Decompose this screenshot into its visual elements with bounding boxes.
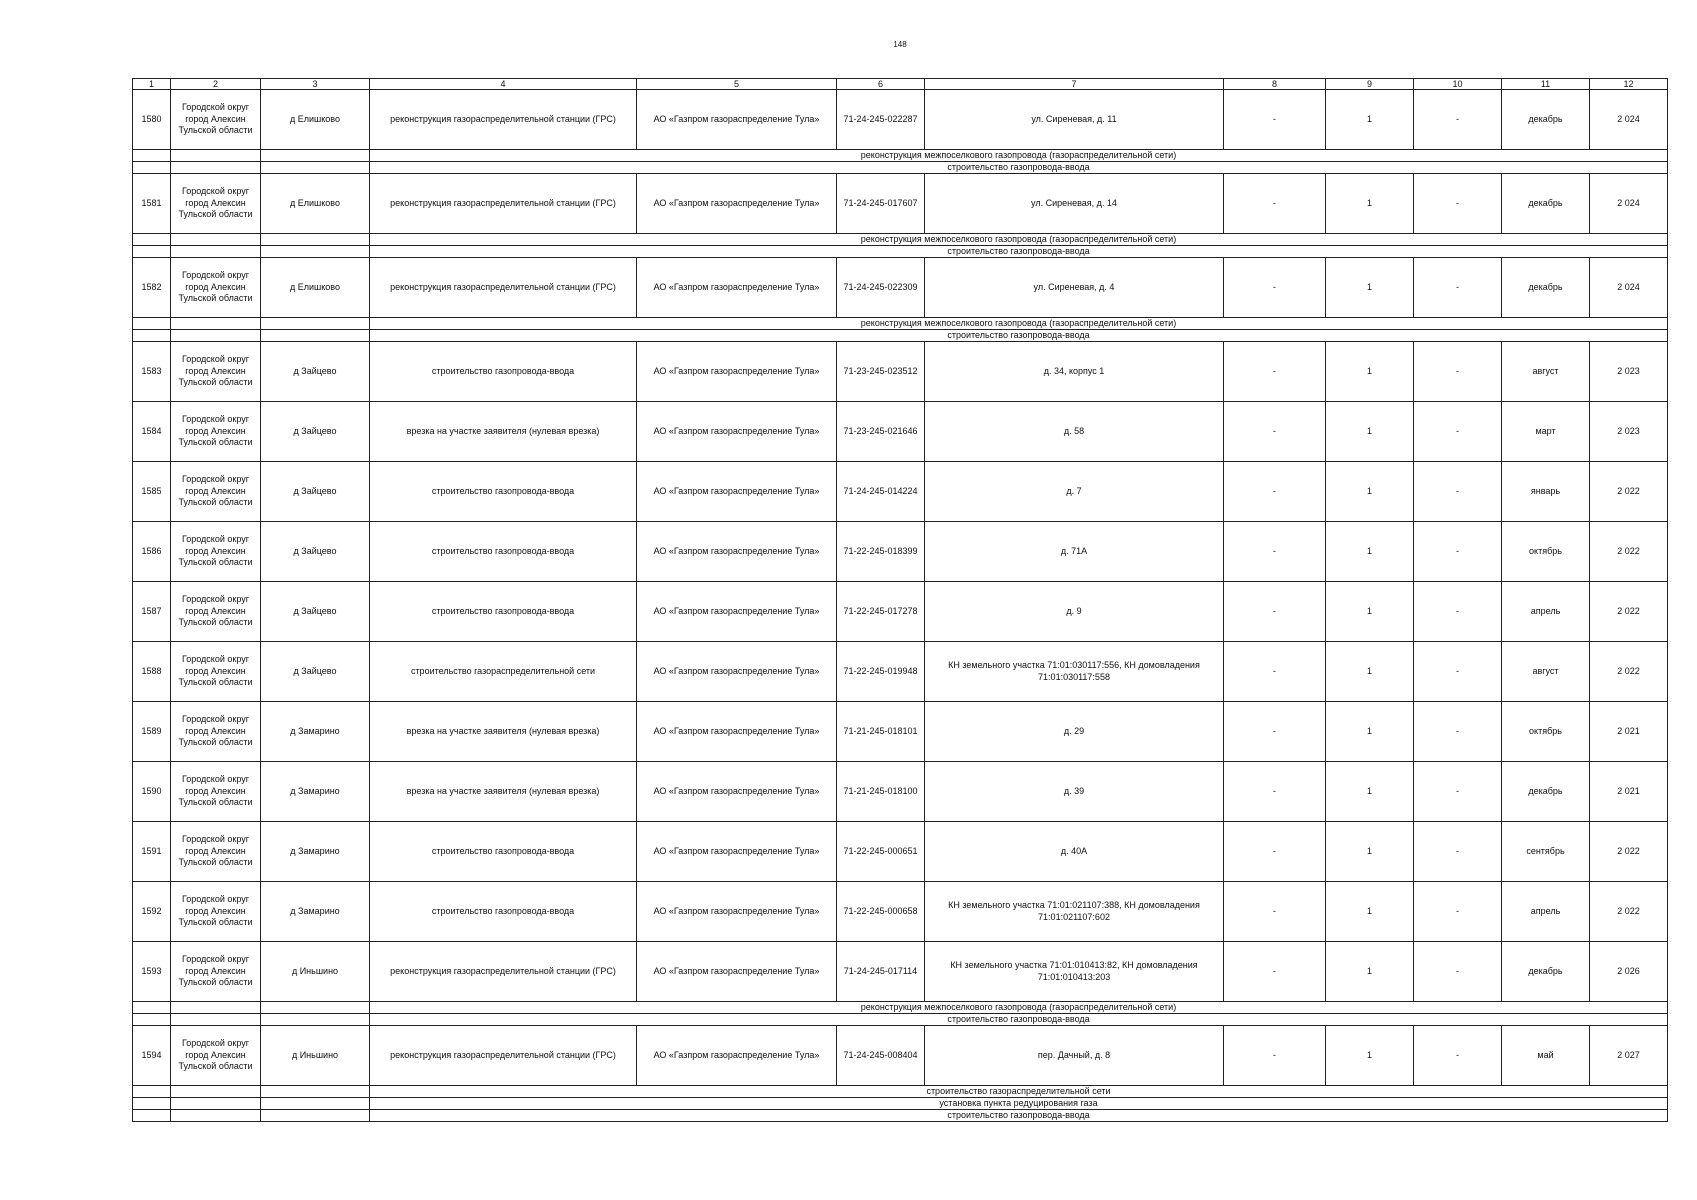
district-cell: Городской округ город Алексин Тульской области [171,402,261,462]
row-number: 1588 [133,642,171,702]
empty-cell [171,246,261,258]
sub-work-row [133,1086,1668,1098]
district-cell: Городской округ город Алексин Тульской области [171,90,261,150]
month-cell: октябрь [1502,702,1590,762]
column-number-9: 9 [1326,79,1414,90]
organization-cell: АО «Газпром газораспределение Тула» [637,642,837,702]
row-number: 1591 [133,822,171,882]
year-cell: 2 026 [1590,942,1668,1002]
work-type-cell: строительство газопровода-ввода [370,822,637,882]
month-cell: декабрь [1502,258,1590,318]
table-row [133,462,1668,522]
address-cell: д. 40А [925,822,1224,882]
sub-work-row [133,1002,1668,1014]
table-row [133,90,1668,150]
organization-cell: АО «Газпром газораспределение Тула» [637,462,837,522]
application-code-cell: 71-23-245-021646 [837,402,925,462]
address-cell: ул. Сиреневая, д. 4 [925,258,1224,318]
empty-cell [133,246,171,258]
col9-cell: 1 [1326,174,1414,234]
col8-cell: - [1224,1026,1326,1086]
col9-cell: 1 [1326,882,1414,942]
settlement-cell: д Замарино [261,702,370,762]
column-number-1: 1 [133,79,171,90]
col9-cell: 1 [1326,942,1414,1002]
empty-cell [261,246,370,258]
col8-cell: - [1224,582,1326,642]
table-row [133,402,1668,462]
settlement-cell: д Зайцево [261,462,370,522]
organization-cell: АО «Газпром газораспределение Тула» [637,342,837,402]
empty-cell [261,1098,370,1110]
col9-cell: 1 [1326,822,1414,882]
settlement-cell: д Замарино [261,882,370,942]
organization-cell: АО «Газпром газораспределение Тула» [637,1026,837,1086]
empty-cell [133,1098,171,1110]
empty-cell [261,234,370,246]
year-cell: 2 022 [1590,822,1668,882]
col8-cell: - [1224,258,1326,318]
organization-cell: АО «Газпром газораспределение Тула» [637,90,837,150]
address-cell: КН земельного участка 71:01:021107:388, КН домовладения 71:01:021107:602 [925,882,1224,942]
table-row [133,702,1668,762]
col10-cell: - [1414,642,1502,702]
work-type-cell: строительство газопровода-ввода [370,582,637,642]
district-cell: Городской округ город Алексин Тульской области [171,1026,261,1086]
work-type-cell: реконструкция газораспределительной станции (ГРС) [370,258,637,318]
application-code-cell: 71-24-245-017114 [837,942,925,1002]
row-number: 1586 [133,522,171,582]
column-number-3: 3 [261,79,370,90]
row-number: 1590 [133,762,171,822]
address-cell: д. 7 [925,462,1224,522]
col9-cell: 1 [1326,342,1414,402]
empty-cell [133,234,171,246]
settlement-cell: д Елишково [261,174,370,234]
month-cell: август [1502,342,1590,402]
row-number: 1583 [133,342,171,402]
table-row [133,642,1668,702]
sub-work-row [133,330,1668,342]
application-code-cell: 71-24-245-022309 [837,258,925,318]
organization-cell: АО «Газпром газораспределение Тула» [637,882,837,942]
district-cell: Городской округ город Алексин Тульской области [171,582,261,642]
column-number-8: 8 [1224,79,1326,90]
address-cell: КН земельного участка 71:01:010413:82, КН домовладения 71:01:010413:203 [925,942,1224,1002]
sub-work-label: реконструкция межпоселкового газопровода (газораспределительной сети) [370,234,1668,246]
year-cell: 2 024 [1590,258,1668,318]
column-number-7: 7 [925,79,1224,90]
sub-work-label: строительство газопровода-ввода [370,162,1668,174]
address-cell: КН земельного участка 71:01:030117:556, КН домовладения 71:01:030117:558 [925,642,1224,702]
month-cell: апрель [1502,882,1590,942]
application-code-cell: 71-22-245-018399 [837,522,925,582]
col10-cell: - [1414,174,1502,234]
work-type-cell: реконструкция газораспределительной станции (ГРС) [370,174,637,234]
col10-cell: - [1414,702,1502,762]
year-cell: 2 024 [1590,90,1668,150]
row-number: 1584 [133,402,171,462]
organization-cell: АО «Газпром газораспределение Тула» [637,258,837,318]
column-number-10: 10 [1414,79,1502,90]
empty-cell [133,1002,171,1014]
application-code-cell: 71-22-245-019948 [837,642,925,702]
sub-work-label: строительство газопровода-ввода [370,1014,1668,1026]
col10-cell: - [1414,462,1502,522]
address-cell: д. 39 [925,762,1224,822]
col8-cell: - [1224,522,1326,582]
address-cell: пер. Дачный, д. 8 [925,1026,1224,1086]
work-type-cell: строительство газораспределительной сети [370,642,637,702]
organization-cell: АО «Газпром газораспределение Тула» [637,582,837,642]
sub-work-label: реконструкция межпоселкового газопровода (газораспределительной сети) [370,318,1668,330]
month-cell: декабрь [1502,942,1590,1002]
work-type-cell: врезка на участке заявителя (нулевая врезка) [370,402,637,462]
application-code-cell: 71-24-245-017607 [837,174,925,234]
settlement-cell: д Зайцево [261,342,370,402]
table-row [133,762,1668,822]
col9-cell: 1 [1326,462,1414,522]
work-type-cell: строительство газопровода-ввода [370,522,637,582]
col9-cell: 1 [1326,702,1414,762]
year-cell: 2 022 [1590,522,1668,582]
work-type-cell: строительство газопровода-ввода [370,882,637,942]
col9-cell: 1 [1326,522,1414,582]
col8-cell: - [1224,462,1326,522]
empty-cell [261,330,370,342]
district-cell: Городской округ город Алексин Тульской области [171,822,261,882]
col8-cell: - [1224,90,1326,150]
application-code-cell: 71-24-245-008404 [837,1026,925,1086]
empty-cell [261,1002,370,1014]
organization-cell: АО «Газпром газораспределение Тула» [637,174,837,234]
month-cell: декабрь [1502,762,1590,822]
col9-cell: 1 [1326,258,1414,318]
sub-work-label: строительство газопровода-ввода [370,246,1668,258]
year-cell: 2 023 [1590,342,1668,402]
table-row [133,342,1668,402]
col9-cell: 1 [1326,642,1414,702]
row-number: 1587 [133,582,171,642]
organization-cell: АО «Газпром газораспределение Тула» [637,762,837,822]
column-number-5: 5 [637,79,837,90]
table-row [133,582,1668,642]
column-number-12: 12 [1590,79,1668,90]
sub-work-row [133,150,1668,162]
row-number: 1589 [133,702,171,762]
settlement-cell: д Елишково [261,90,370,150]
column-number-11: 11 [1502,79,1590,90]
sub-work-label: установка пункта редуцирования газа [370,1098,1668,1110]
col8-cell: - [1224,762,1326,822]
empty-cell [261,1086,370,1098]
col8-cell: - [1224,882,1326,942]
col9-cell: 1 [1326,762,1414,822]
empty-cell [171,1110,261,1122]
address-cell: д. 71А [925,522,1224,582]
district-cell: Городской округ город Алексин Тульской области [171,174,261,234]
sub-work-label: реконструкция межпоселкового газопровода (газораспределительной сети) [370,1002,1668,1014]
application-code-cell: 71-24-245-022287 [837,90,925,150]
sub-work-row [133,1014,1668,1026]
empty-cell [171,162,261,174]
application-code-cell: 71-23-245-023512 [837,342,925,402]
page-number: 148 [893,40,907,49]
col10-cell: - [1414,762,1502,822]
settlement-cell: д Елишково [261,258,370,318]
month-cell: сентябрь [1502,822,1590,882]
year-cell: 2 027 [1590,1026,1668,1086]
sub-work-label: строительство газораспределительной сети [370,1086,1668,1098]
district-cell: Городской округ город Алексин Тульской области [171,882,261,942]
col10-cell: - [1414,822,1502,882]
work-type-cell: строительство газопровода-ввода [370,342,637,402]
table-row [133,258,1668,318]
month-cell: апрель [1502,582,1590,642]
address-cell: ул. Сиреневая, д. 11 [925,90,1224,150]
month-cell: декабрь [1502,174,1590,234]
year-cell: 2 022 [1590,582,1668,642]
empty-cell [133,1086,171,1098]
year-cell: 2 022 [1590,462,1668,522]
empty-cell [261,1110,370,1122]
work-type-cell: реконструкция газораспределительной станции (ГРС) [370,1026,637,1086]
settlement-cell: д Зайцево [261,522,370,582]
district-cell: Городской округ город Алексин Тульской области [171,702,261,762]
row-number: 1585 [133,462,171,522]
row-number: 1581 [133,174,171,234]
empty-cell [133,330,171,342]
column-number-6: 6 [837,79,925,90]
month-cell: август [1502,642,1590,702]
organization-cell: АО «Газпром газораспределение Тула» [637,522,837,582]
work-type-cell: врезка на участке заявителя (нулевая врезка) [370,762,637,822]
settlement-cell: д Зайцево [261,402,370,462]
col10-cell: - [1414,942,1502,1002]
district-cell: Городской округ город Алексин Тульской области [171,762,261,822]
col8-cell: - [1224,402,1326,462]
sub-work-label: реконструкция межпоселкового газопровода (газораспределительной сети) [370,150,1668,162]
application-code-cell: 71-22-245-000651 [837,822,925,882]
settlement-cell: д Зайцево [261,582,370,642]
gasification-table [132,78,1668,1122]
organization-cell: АО «Газпром газораспределение Тула» [637,702,837,762]
settlement-cell: д Замарино [261,762,370,822]
empty-cell [133,1110,171,1122]
col9-cell: 1 [1326,402,1414,462]
district-cell: Городской округ город Алексин Тульской области [171,522,261,582]
month-cell: январь [1502,462,1590,522]
application-code-cell: 71-22-245-000658 [837,882,925,942]
col10-cell: - [1414,258,1502,318]
empty-cell [133,318,171,330]
district-cell: Городской округ город Алексин Тульской области [171,462,261,522]
col8-cell: - [1224,822,1326,882]
empty-cell [133,1014,171,1026]
application-code-cell: 71-21-245-018100 [837,762,925,822]
application-code-cell: 71-24-245-014224 [837,462,925,522]
district-cell: Городской округ город Алексин Тульской области [171,342,261,402]
col8-cell: - [1224,174,1326,234]
settlement-cell: д Замарино [261,822,370,882]
empty-cell [171,318,261,330]
col8-cell: - [1224,942,1326,1002]
application-code-cell: 71-21-245-018101 [837,702,925,762]
col9-cell: 1 [1326,582,1414,642]
district-cell: Городской округ город Алексин Тульской области [171,642,261,702]
empty-cell [171,1086,261,1098]
column-number-4: 4 [370,79,637,90]
address-cell: д. 34, корпус 1 [925,342,1224,402]
settlement-cell: д Иньшино [261,1026,370,1086]
sub-work-row [133,162,1668,174]
work-type-cell: строительство газопровода-ввода [370,462,637,522]
month-cell: март [1502,402,1590,462]
address-cell: д. 9 [925,582,1224,642]
organization-cell: АО «Газпром газораспределение Тула» [637,402,837,462]
header-row [133,79,1668,90]
year-cell: 2 021 [1590,702,1668,762]
row-number: 1592 [133,882,171,942]
col10-cell: - [1414,90,1502,150]
organization-cell: АО «Газпром газораспределение Тула» [637,822,837,882]
row-number: 1580 [133,90,171,150]
empty-cell [133,162,171,174]
column-number-2: 2 [171,79,261,90]
year-cell: 2 022 [1590,642,1668,702]
table-row [133,522,1668,582]
empty-cell [261,318,370,330]
col8-cell: - [1224,342,1326,402]
col10-cell: - [1414,1026,1502,1086]
district-cell: Городской округ город Алексин Тульской области [171,258,261,318]
table-row [133,822,1668,882]
empty-cell [261,162,370,174]
work-type-cell: реконструкция газораспределительной станции (ГРС) [370,90,637,150]
sub-work-label: строительство газопровода-ввода [370,330,1668,342]
table-row [133,1026,1668,1086]
empty-cell [261,1014,370,1026]
year-cell: 2 024 [1590,174,1668,234]
empty-cell [171,330,261,342]
sub-work-row [133,318,1668,330]
settlement-cell: д Иньшино [261,942,370,1002]
application-code-cell: 71-22-245-017278 [837,582,925,642]
sub-work-row [133,234,1668,246]
table-row [133,882,1668,942]
empty-cell [171,150,261,162]
empty-cell [171,234,261,246]
month-cell: декабрь [1502,90,1590,150]
col10-cell: - [1414,582,1502,642]
empty-cell [261,150,370,162]
col10-cell: - [1414,882,1502,942]
address-cell: ул. Сиреневая, д. 14 [925,174,1224,234]
empty-cell [133,150,171,162]
year-cell: 2 021 [1590,762,1668,822]
row-number: 1593 [133,942,171,1002]
col8-cell: - [1224,702,1326,762]
address-cell: д. 29 [925,702,1224,762]
work-type-cell: реконструкция газораспределительной станции (ГРС) [370,942,637,1002]
col9-cell: 1 [1326,1026,1414,1086]
work-type-cell: врезка на участке заявителя (нулевая врезка) [370,702,637,762]
organization-cell: АО «Газпром газораспределение Тула» [637,942,837,1002]
col10-cell: - [1414,342,1502,402]
empty-cell [171,1002,261,1014]
col8-cell: - [1224,642,1326,702]
address-cell: д. 58 [925,402,1224,462]
table-row [133,942,1668,1002]
table-row [133,174,1668,234]
year-cell: 2 022 [1590,882,1668,942]
sub-work-row [133,246,1668,258]
empty-cell [171,1014,261,1026]
col10-cell: - [1414,402,1502,462]
settlement-cell: д Зайцево [261,642,370,702]
month-cell: октябрь [1502,522,1590,582]
year-cell: 2 023 [1590,402,1668,462]
row-number: 1582 [133,258,171,318]
district-cell: Городской округ город Алексин Тульской области [171,942,261,1002]
empty-cell [171,1098,261,1110]
col10-cell: - [1414,522,1502,582]
month-cell: май [1502,1026,1590,1086]
col9-cell: 1 [1326,90,1414,150]
row-number: 1594 [133,1026,171,1086]
sub-work-label: строительство газопровода-ввода [370,1110,1668,1122]
sub-work-row [133,1098,1668,1110]
sub-work-row [133,1110,1668,1122]
